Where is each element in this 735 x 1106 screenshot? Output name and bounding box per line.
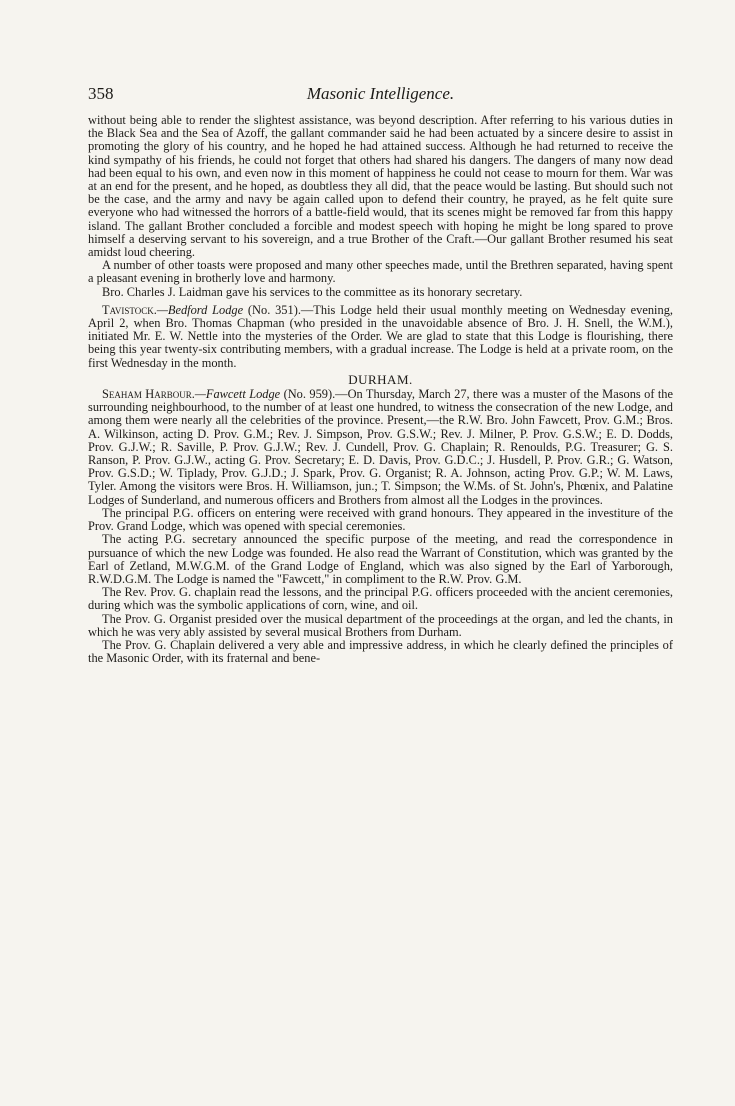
paragraph: The principal P.G. officers on entering were received with grand honours. They appeared in the investiture of the Prov. Grand Lodge, which was opened with special ceremonies. [88,505,673,534]
paragraph: Bro. Charles J. Laidman gave his services to the committee as its honorary secretary. [102,284,523,299]
paragraph: without being able to render the slightest assistance, was beyond description. After referring to his various duties in the Black Sea and the Sea of Azoff, the gallant commander said he had been actuated by a sincere desire to assist in promoting the glory of his country, and he hoped he had attained success. Although he had returned to receive the kind sympathy of his friends, he could not forget that others had shared his dangers. The dangers of many now dead had been equal to his own, and even now in this moment of happiness he could not cease to mourn for them. War was at an end for the present, and he hoped, as doubtless they all did, that the peace would be lasting. But should such not be the case, and the army and navy be again called upon to defend their country, he prayed, as he felt quite sure everyone who had witnessed the horrors of a battle-field would, that its scenes might be removed far from this happy island. The gallant Brother concluded a forcible and modest speech with hoping he might be long spared to prove himself a deserving servant to his sovereign, and a true Brother of the Craft.—Our gallant Brother resumed his seat amidst loud cheering. [88,113,673,260]
paragraph: A number of other toasts were proposed and many other speeches made, until the Brethren separated, having spent a pleasant evening in brotherly love and harmony. [88,258,673,286]
section-heading: DURHAM. [348,371,413,387]
paragraph: The Prov. G. Chaplain delivered a very able and impressive address, in which he clearly defined the principles of the Masonic Order, with its fraternal and bene- [88,637,673,666]
tavistock-report [88,304,673,370]
article-body [88,114,673,665]
place-name: Seaham Harbour. [102,387,195,402]
lodge-name: —Fawcett Lodge [194,387,281,402]
place-name: Tavistock. [102,302,157,317]
lodge-name: —Bedford Lodge [156,302,244,317]
running-title: Masonic Intelligence. [306,84,455,103]
seaham-report [88,388,673,507]
report-text: (No. 351).—This Lodge held their usual monthly meeting on Wednesday evening, April 2, when Bro. Thomas Chapman (who presided in the unavoidable absence of Bro. J. H. Snell, the W.M.), initiated Mr. E. W. Nettle into the mysteries of the Order. We are glad to state that this Lodge is flourishing, there being this year twenty-six contributing members, with a gradual increase. The Lodge is held at a private room, on the first Wednesday in the month. [88,302,673,370]
page-header [88,84,673,110]
paragraph: The acting P.G. secretary announced the specific purpose of the meeting, and read the correspondence in pursuance of which the new Lodge was founded. He also read the Warrant of Constitution, which was granted by the Earl of Zetland, M.W.G.M. of the Grand Lodge of England, which was also signed by the Earl of Yarborough, R.W.D.G.M. The Lodge is named the "Fawcett," in compliment to the R.W. Prov. G.M. [88,532,673,586]
paragraph: The Rev. Prov. G. chaplain read the lessons, and the principal P.G. officers proceeded with the ancient ceremonies, during which was the symbolic applications of corn, wine, and oil. [88,585,673,613]
paragraph: The Prov. G. Organist presided over the musical department of the proceedings at the organ, and led the chants, in which he was very ably assisted by several musical Brothers from Durham. [88,611,673,639]
page-number: 358 [88,84,114,103]
report-text: (No. 959).—On Thursday, March 27, there was a muster of the Masons of the surrounding neighbourhood, to the number of at least one hundred, to witness the consecration of the new Lodge, and among them were nearly all the celebrities of the province. Present,—the R.W. Bro. John Fawcett, Prov. G.M.; Bros. A. Wilkinson, acting D. Prov. G.M.; Rev. J. Simpson, Prov. G.S.W.; Rev. J. Milner, P. Prov. G.S.W.; E. D. Dodds, Prov. G.J.W.; R. Saville, P. Prov. G.J.W.; Rev. J. Cundell, Prov. G. Chaplain; R. Renoulds, P.G. Treasurer; G. S. Ranson, P. Prov. G.J.W., acting G. Prov. Secretary; E. D. Davis, Prov. G.D.C.; J. Husdell, P. Prov. G.R.; G. Watson, Prov. G.S.D.; W. Tiplady, Prov. G.J.D.; J. Spark, Prov. G. Organist; R. A. Johnson, acting Prov. G.P.; W. M. Laws, Tyler. Among the visitors were Bros. H. Williamson, jun.; T. Simpson; the W.Ms. of St. John's, Phœnix, and Palatine Lodges of Sunderland, and numerous officers and Brothers from almost all the Lodges in the provinces. [88,387,674,507]
